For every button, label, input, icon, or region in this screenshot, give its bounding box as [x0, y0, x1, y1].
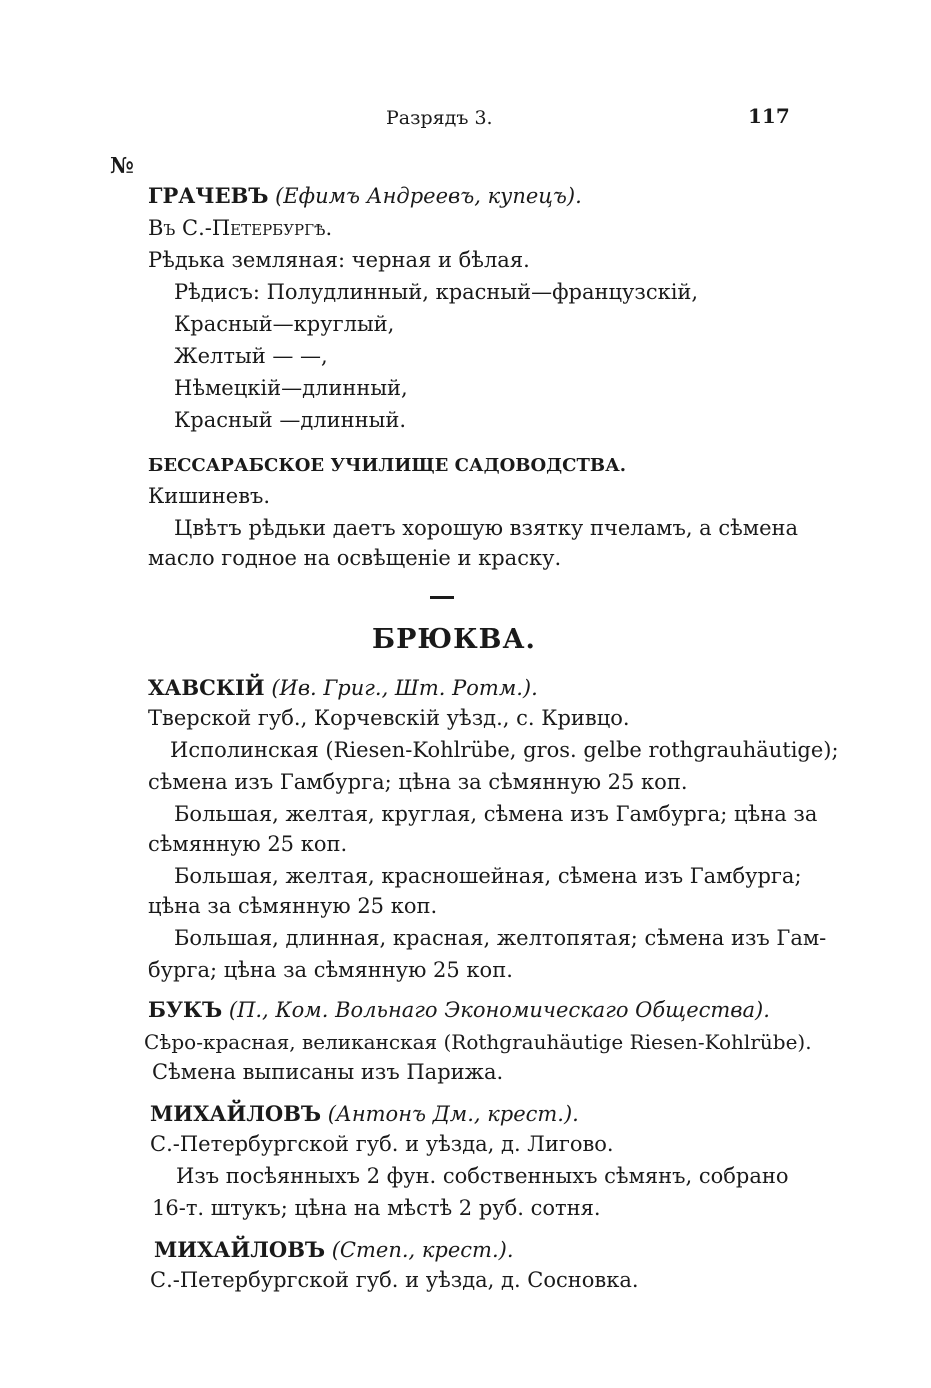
entry-heading [148, 182, 582, 210]
entry-note: (Ефимъ Андреевъ, купецъ). [275, 184, 582, 208]
entry-line: Большая, длинная, красная, желтопятая; сѣмена изъ Гам- [174, 926, 827, 950]
entry-name: ХАВСКІЙ [148, 675, 265, 700]
entry-line: С.-Петербургской губ. и уѣзда, д. Лигово. [150, 1132, 614, 1156]
entry-line: Сѣро-красная, великанская (Rothgrauhäutige Riesen-Kohlrübe). [144, 1030, 812, 1054]
entry-line: сѣмена изъ Гамбурга; цѣна за сѣмянную 25 коп. [148, 770, 688, 794]
entry-name: БУКЪ [148, 997, 223, 1022]
entry-line: Красный—круглый, [174, 312, 395, 336]
section-separator [430, 596, 454, 599]
entry-line: Изъ посѣянныхъ 2 фун. собственныхъ сѣмянъ, собрано [176, 1164, 789, 1188]
entry-line: Красный —длинный. [174, 408, 407, 432]
entry-line: Цвѣтъ рѣдьки даетъ хорошую взятку пчеламъ, а сѣмена [174, 516, 799, 540]
entry-line: Большая, желтая, красношейная, сѣмена изъ Гамбурга; [174, 864, 802, 888]
entry-heading [150, 1100, 579, 1128]
entry-line: Рѣдька земляная: черная и бѣлая. [148, 248, 530, 272]
entry-note: (Ив. Григ., Шт. Ротм.). [271, 676, 538, 700]
entry-name: ГРАЧЕВЪ [148, 183, 269, 208]
entry-note: (Степ., крест.). [331, 1238, 514, 1262]
entry-line: Исполинская (Riesen-Kohlrübe, gros. gelbe rothgrauhäutige); [170, 738, 839, 762]
entry-name: БЕССАРАБСКОЕ УЧИЛИЩЕ САДОВОДСТВА. [148, 455, 627, 476]
entry-line: Рѣдисъ: Полудлинный, красный—французскій, [174, 280, 699, 304]
entry-heading [148, 996, 770, 1024]
entry-name: МИХАЙЛОВЪ [154, 1237, 326, 1262]
running-title: Разрядъ 3. [386, 107, 493, 129]
entry-line: Въ С.-Петербургѣ. [148, 216, 333, 240]
entry-note: (Антонъ Дм., крест.). [327, 1102, 579, 1126]
section-title: БРЮКВА. [372, 624, 536, 655]
page-number: 117 [748, 104, 790, 128]
entry-line: Нѣмецкій—длинный, [174, 376, 408, 400]
entry-line: Кишиневъ. [148, 484, 271, 508]
entry-note: (П., Ком. Вольнаго Экономическаго Общества). [228, 998, 770, 1022]
entry-line: Тверской губ., Корчевскій уѣзд., с. Кривцо. [148, 706, 630, 730]
entry-line: сѣмянную 25 коп. [148, 832, 348, 856]
number-mark: № [110, 153, 134, 179]
entry-line: масло годное на освѣщеніе и краску. [148, 546, 562, 570]
entry-line: Большая, желтая, круглая, сѣмена изъ Гамбурга; цѣна за [174, 802, 818, 826]
entry-line: Желтый — —, [174, 344, 328, 368]
entry-line: цѣна за сѣмянную 25 коп. [148, 894, 438, 918]
entry-line: бурга; цѣна за сѣмянную 25 коп. [148, 958, 513, 982]
entry-line: С.-Петербургской губ. и уѣзда, д. Сосновка. [150, 1268, 639, 1292]
entry-heading [148, 674, 538, 702]
entry-name: МИХАЙЛОВЪ [150, 1101, 322, 1126]
entry-heading [154, 1236, 514, 1264]
entry-line: Сѣмена выписаны изъ Парижа. [152, 1060, 504, 1084]
entry-line: 16-т. штукъ; цѣна на мѣстѣ 2 руб. сотня. [152, 1196, 601, 1220]
